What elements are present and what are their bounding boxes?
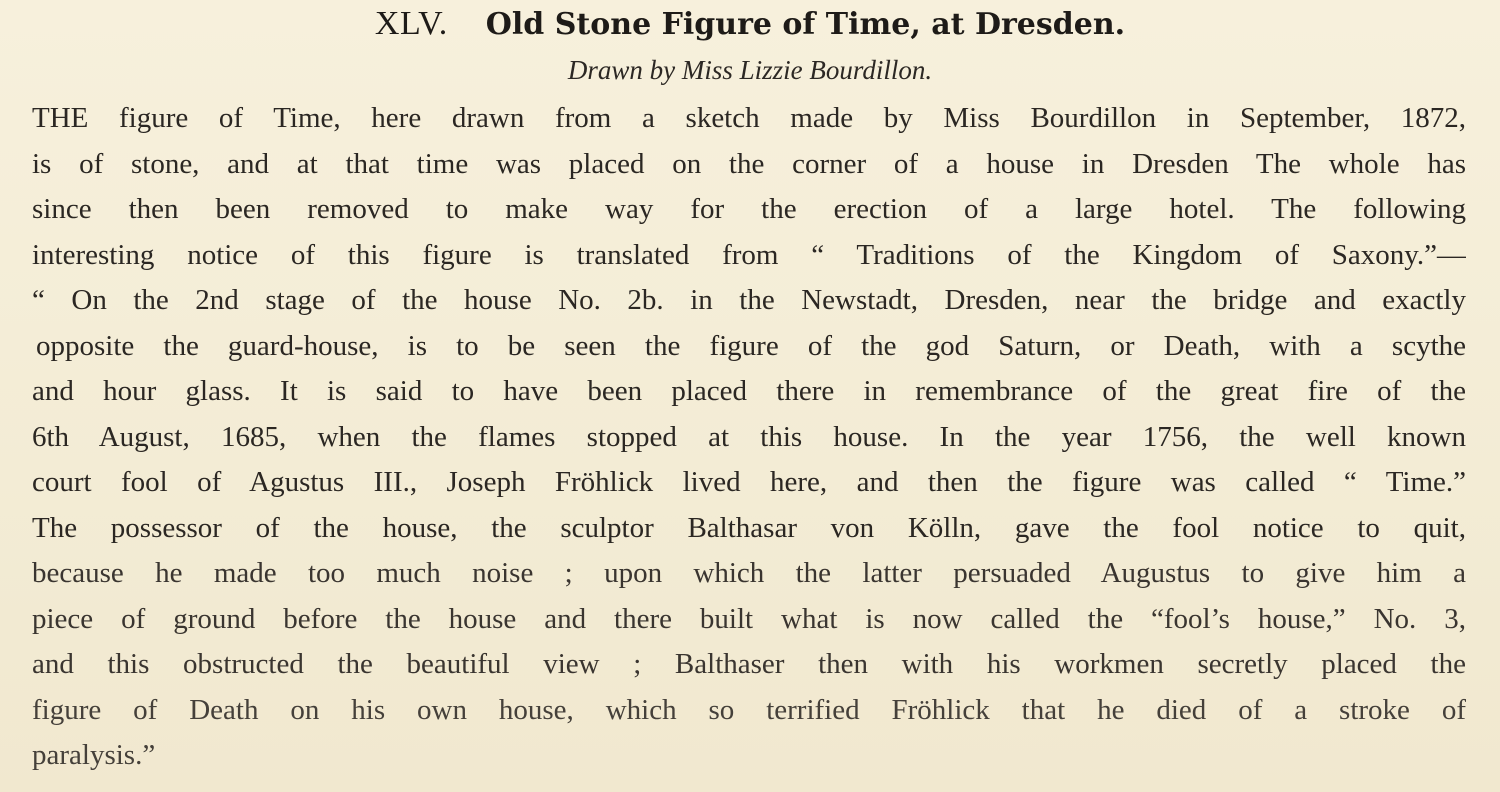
text-line: and this obstructed the beautiful view ; Balthaser then with his workmen secretly placed the — [32, 648, 1466, 680]
text-line: because he made too much noise ; upon which the latter persuaded Augustus to give him a — [32, 557, 1466, 589]
text-line: court fool of Agustus III., Joseph Fröhlick lived here, and then the figure was called “ Time.” — [32, 466, 1466, 498]
plate-byline: Drawn by Miss Lizzie Bourdillon. — [567, 55, 933, 85]
text-line: 6th August, 1685, when the flames stopped at this house. In the year 1756, the well known — [32, 420, 1466, 453]
text-line: interesting notice of this figure is translated from “ Traditions of the Kingdom of Saxony.”— — [32, 238, 1466, 271]
text-line: figure of Death on his own house, which so terrified Fröhlick that he died of a stroke of — [32, 693, 1466, 726]
text-line: “ On the 2nd stage of the house No. 2b. in the Newstadt, Dresden, near the bridge and exactly — [32, 284, 1466, 316]
text-line: and hour glass. It is said to have been placed there in remembrance of the great fire of the — [32, 375, 1466, 407]
text-line: The possessor of the house, the sculptor Balthasar von Kölln, gave the fool notice to quit, — [32, 511, 1466, 544]
plate-title: Old Stone Figure of Time, at Dresden. — [485, 7, 1126, 42]
text-line: since then been removed to make way for the erection of a large hotel. The following — [32, 193, 1466, 225]
plate-numeral: XLV. — [374, 5, 448, 42]
text-line: THE figure of Time, here drawn from a sketch made by Miss Bourdillon in September, 1872, — [32, 102, 1466, 134]
text-line: opposite the guard-house, is to be seen the figure of the god Saturn, or Death, with a scythe — [36, 329, 1466, 362]
text-line: is of stone, and at that time was placed on the corner of a house in Dresden The whole has — [32, 147, 1466, 180]
text-line: paralysis.” — [32, 739, 156, 771]
plate-heading — [0, 2, 1500, 47]
body-text — [32, 96, 1466, 779]
text-line: piece of ground before the house and there built what is now called the “fool’s house,” No. 3, — [32, 602, 1466, 635]
